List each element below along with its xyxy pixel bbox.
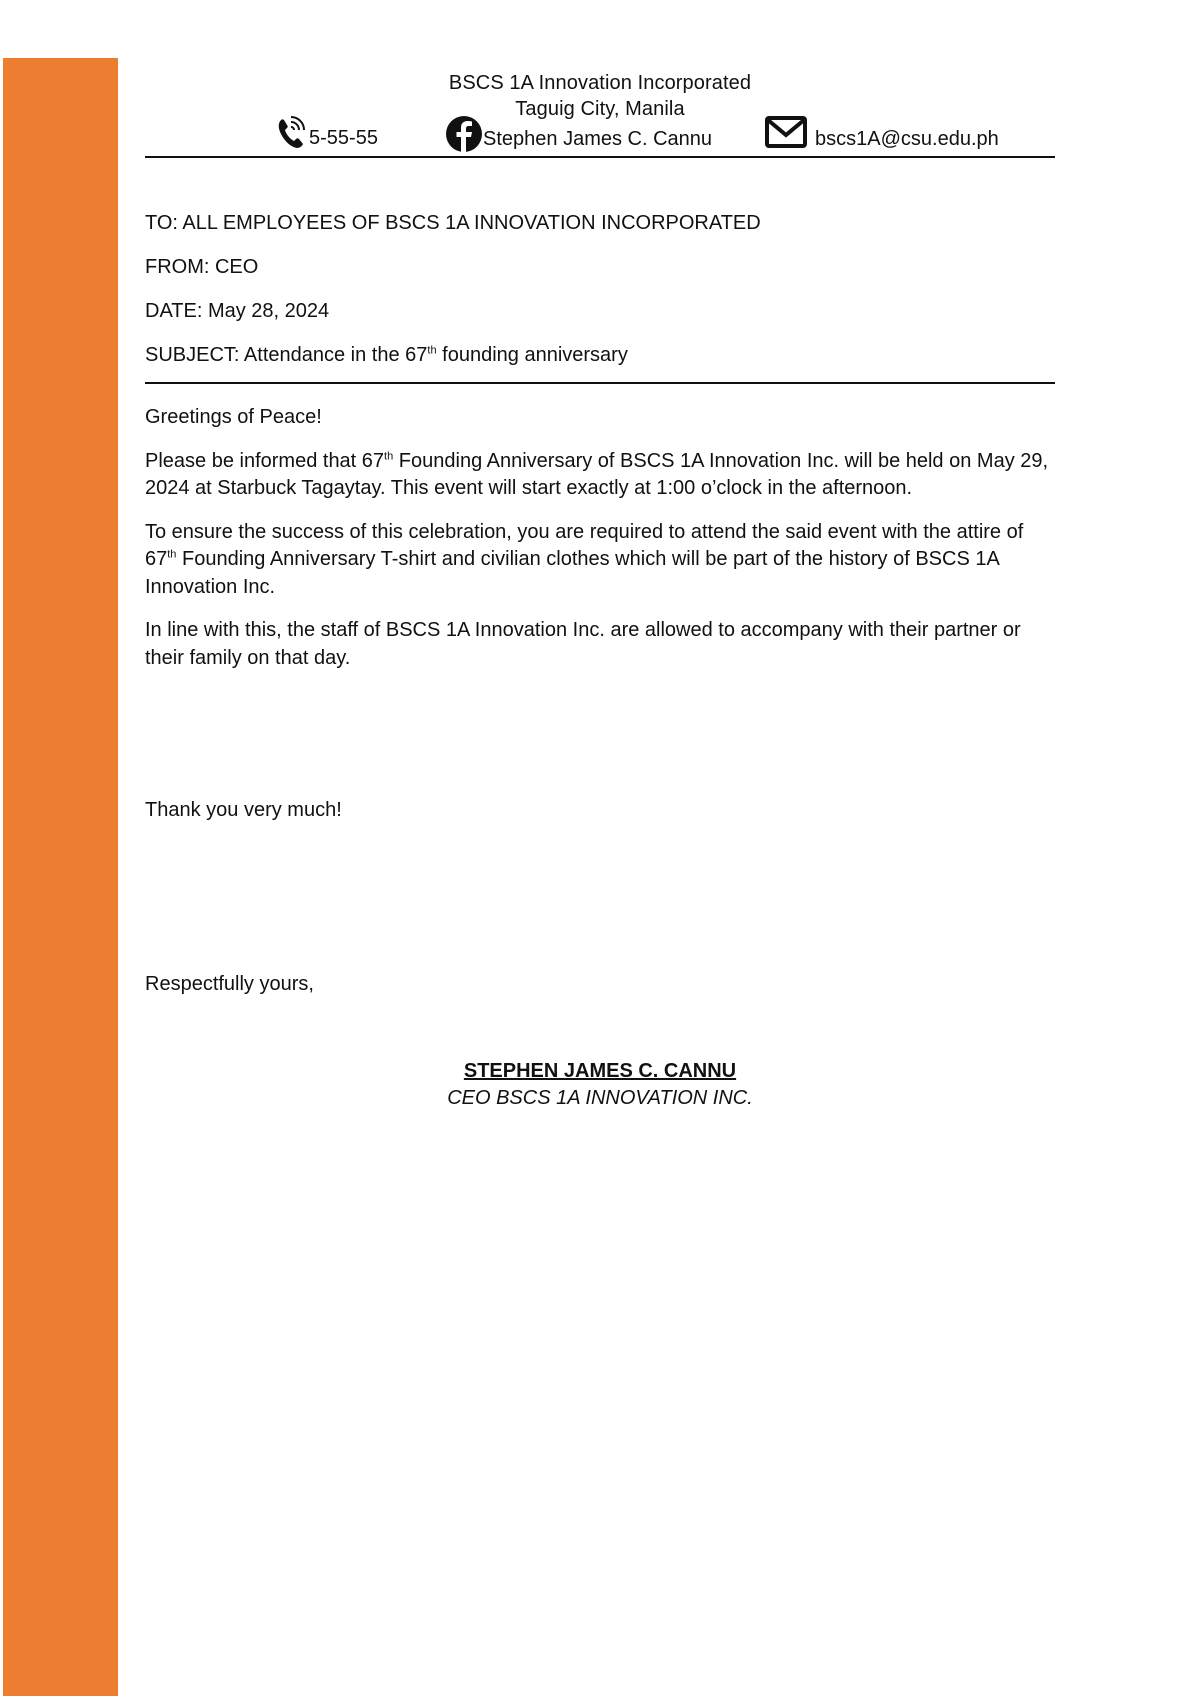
memo-from: FROM: CEO	[145, 256, 259, 278]
phone-number: 5-55-55	[309, 127, 378, 149]
signature-block	[145, 1058, 1055, 1112]
thanks-line: Thank you very much!	[145, 799, 342, 821]
paragraph-event: Please be informed that 67th Founding Anniversary of BSCS 1A Innovation Inc. will be held on May 29, 2024 at Starbuck Tagaytay. This event will start exactly at 1:00 o’clock in the afternoon.	[145, 449, 1049, 499]
phone-icon	[275, 114, 309, 148]
greeting: Greetings of Peace!	[145, 406, 322, 428]
signatory-name: STEPHEN JAMES C. CANNU	[463, 1060, 737, 1082]
company-address: Taguig City, Manila	[515, 98, 685, 120]
memo-date: DATE: May 28, 2024	[145, 300, 330, 322]
paragraph-attire: To ensure the success of this celebration, you are required to attend the said event with the attire of 67th Founding Anniversary T-shirt and civilian clothes which will be part of the history of BSCS 1A Innovation Inc.	[145, 520, 1024, 598]
paragraph-companions: In line with this, the staff of BSCS 1A Innovation Inc. are allowed to accompany with their partner or their family on that day.	[145, 619, 1021, 669]
facebook-contact	[445, 115, 712, 149]
facebook-icon	[445, 115, 483, 149]
memo-to: TO: ALL EMPLOYEES OF BSCS 1A INNOVATION INCORPORATED	[145, 212, 761, 234]
memo-header-divider	[145, 382, 1055, 384]
memo-subject: SUBJECT: Attendance in the 67th founding anniversary	[145, 344, 628, 366]
company-name: BSCS 1A Innovation Incorporated	[448, 72, 752, 94]
valediction: Respectfully yours,	[145, 973, 314, 995]
orange-side-bar	[3, 58, 118, 1696]
phone-contact	[275, 114, 378, 148]
memo-body	[145, 404, 1055, 672]
signatory-title: CEO BSCS 1A INNOVATION INC.	[447, 1087, 753, 1109]
email-address: bscs1A@csu.edu.ph	[815, 128, 999, 150]
letterhead-divider	[145, 156, 1055, 158]
memo-header	[145, 211, 1055, 367]
memo-page	[145, 70, 1055, 1109]
email-contact	[765, 115, 999, 149]
contact-row	[145, 122, 1055, 156]
facebook-name: Stephen James C. Cannu	[483, 128, 713, 150]
mail-icon	[765, 115, 807, 149]
